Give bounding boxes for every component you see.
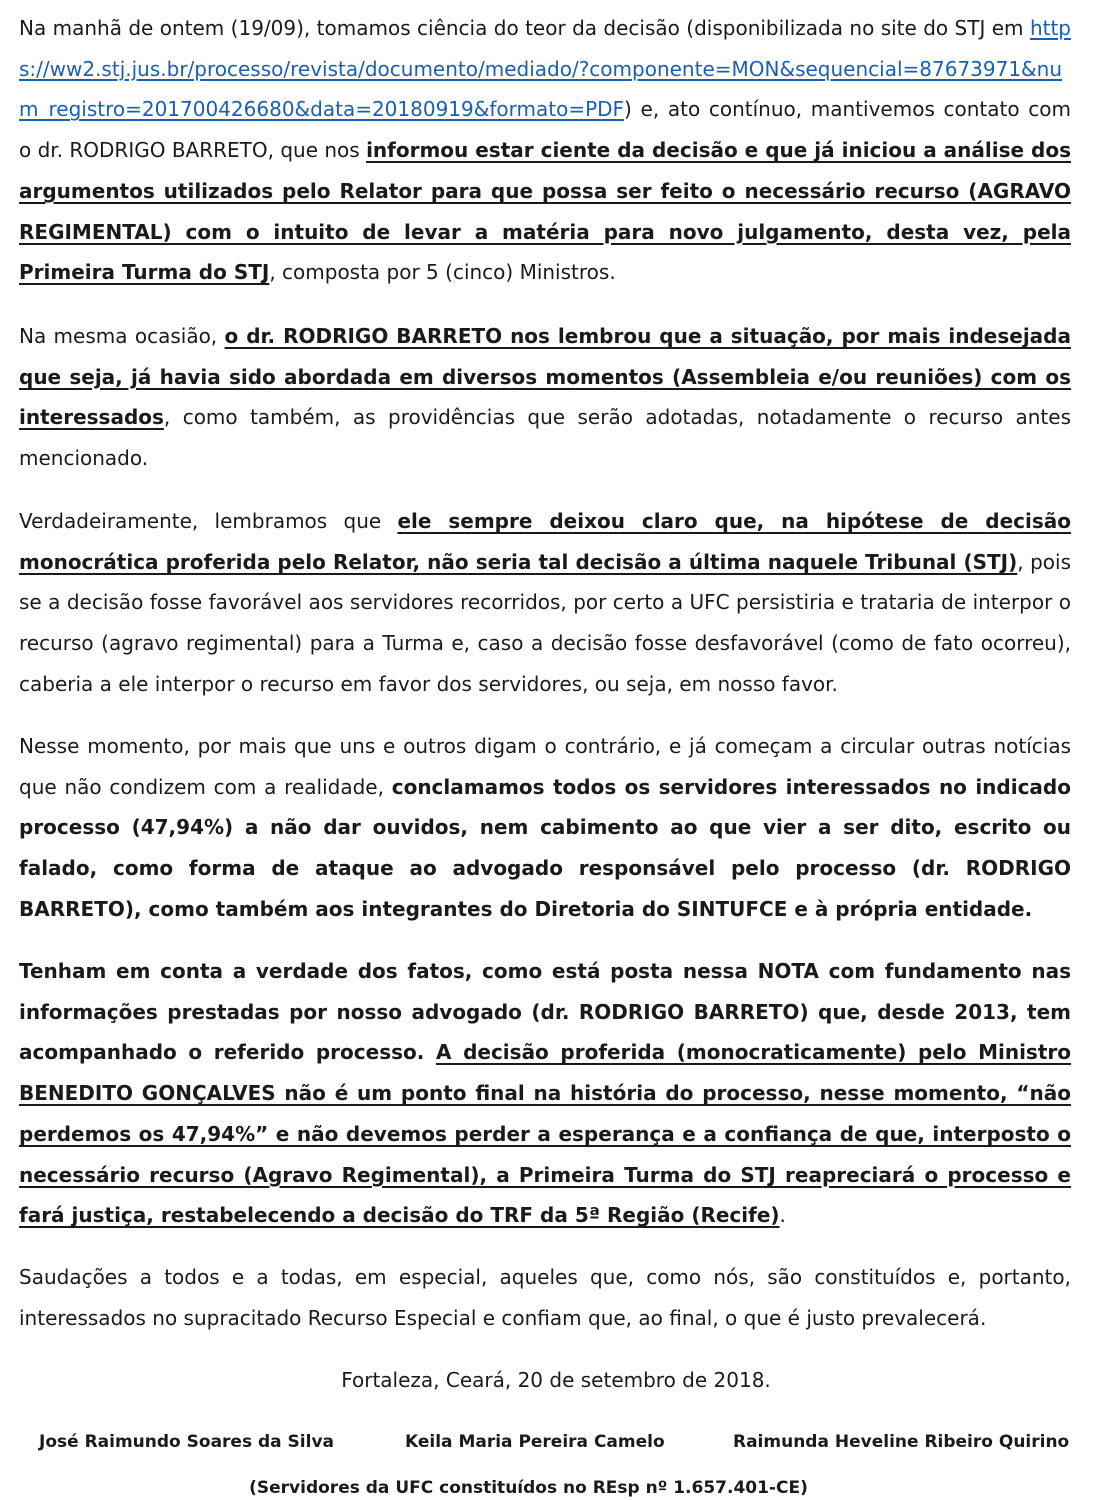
p3-text-1: Verdadeiramente, lembramos que	[19, 509, 398, 533]
p3-emphasis: ele sempre deixou claro que, na hipótese de decisão monocrática proferida pelo Relator, não seria tal decisão a última naquele Tribunal (STJ)	[19, 509, 1071, 574]
p2-text-2: , como também, as providências que serão adotadas, notadamente o recurso antes mencionado.	[19, 405, 1071, 471]
date-line: Fortaleza, Ceará, 20 de setembro de 2018.	[341, 1368, 771, 1392]
paragraph-5	[19, 951, 1071, 1236]
p1-emphasis: informou estar ciente da decisão e que já iniciou a análise dos argumentos utilizados pelo Relator para que possa ser feito o necessário recurso (AGRAVO REGIMENTAL) com o intuito de levar a matéria para novo julgamento, desta vez, pela Primeira Turma do STJ	[19, 138, 1071, 285]
p1-text-2: ) e, ato contínuo, mantivemos contato com o dr. RODRIGO BARRETO, que nos	[19, 97, 1071, 163]
p2-emphasis: o dr. RODRIGO BARRETO nos lembrou que a situação, por mais indesejada que seja, já havia sido abordada em diversos momentos (Assembleia e/ou reuniões) com os interessados	[19, 324, 1071, 430]
paragraph-1	[19, 8, 1071, 293]
p4-emphasis: conclamamos todos os servidores interessados no indicado processo (47,94%) a não dar ouvidos, nem cabimento ao que vier a ser dito, escrito ou falado, como forma de ataque ao advogado responsável pelo processo (dr. RODRIGO BARRETO), como também aos integrantes do Diretoria do SINTUFCE e à própria entidade.	[19, 774, 1071, 921]
p6-text: Saudações a todos e a todas, em especial, aqueles que, como nós, são constituídos e, portanto, interessados no supracitado Recurso Especial e confiam que, ao final, o que é justo prevalecerá.	[19, 1265, 1071, 1330]
signatory-2: Keila Maria Pereira Camelo	[405, 1432, 665, 1452]
p5-text-end: .	[779, 1203, 786, 1228]
paragraph-4	[19, 726, 1071, 930]
p5-emphasis: A decisão proferida (monocraticamente) pelo Ministro BENEDITO GONÇALVES não é um ponto final na história do processo, nesse momento, “não perdemos os 47,94%” e não devemos perder a esperança e a confiança de que, interposto o necessário recurso (Agravo Regimental), a Primeira Turma do STJ reapreciará o processo e fará justiça, restabelecendo a decisão do TRF da 5ª Região (Recife)	[19, 1040, 1071, 1228]
p1-text-1: Na manhã de ontem (19/09), tomamos ciência do teor da decisão (disponibilizada no site do STJ em	[19, 16, 1030, 40]
signatory-1: José Raimundo Soares da Silva	[39, 1432, 335, 1452]
p3-text-2: , pois se a decisão fosse favorável aos servidores recorridos, por certo a UFC persistiria e trataria de interpor o recurso (agravo regimental) para a Turma e, caso a decisão fosse desfavorável (como de fato ocorreu), caberia a ele interpor o recurso em favor dos servidores, ou seja, em nosso favor.	[19, 549, 1071, 696]
p5-bold-text: Tenham em conta a verdade dos fatos, como está posta nessa NOTA com fundamento nas informações prestadas por nosso advogado (dr. RODRIGO BARRETO) que, desde 2013, tem acompanhado o referido processo.	[19, 959, 1071, 1065]
p1-text-3: , composta por 5 (cinco) Ministros.	[269, 260, 616, 285]
paragraph-3	[19, 501, 1071, 705]
signatory-3: Raimunda Heveline Ribeiro Quirino	[733, 1432, 1070, 1452]
p4-text-1: Nesse momento, por mais que uns e outros digam o contrário, e já começam a circular outras notícias que não condizem com a realidade,	[19, 734, 1071, 799]
stj-decision-link[interactable]: https://ww2.stj.jus.br/processo/revista/documento/mediado/?componente=MON&sequencial=87673971&num_registro=201700426680&data=20180919&formato=PDF	[19, 16, 1071, 122]
footnote: (Servidores da UFC constituídos no REsp nº 1.657.401-CE)	[249, 1478, 808, 1498]
paragraph-2	[19, 316, 1071, 479]
p2-text-1: Na mesma ocasião,	[19, 324, 225, 348]
paragraph-6	[19, 1257, 1071, 1338]
